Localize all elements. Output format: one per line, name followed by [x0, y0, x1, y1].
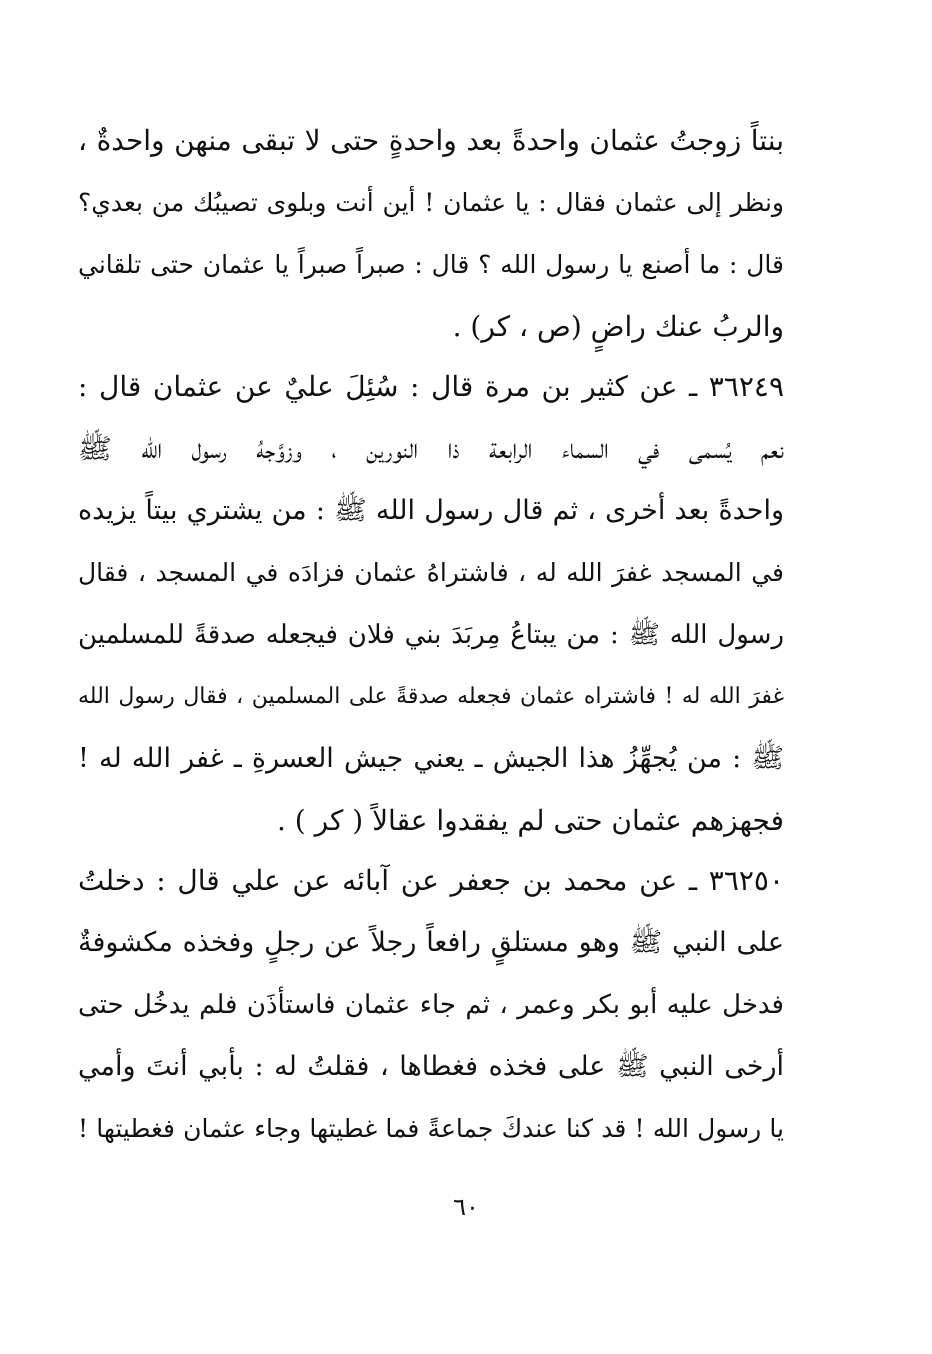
text-line: فدخل عليه أبو بكر وعمر ، ثم جاء عثمان فاستأذَن فلم يدخُل حتى	[78, 990, 784, 1020]
text-line: فجهزهم عثمان حتى لم يفقدوا عقالاً ( كر ) .	[276, 804, 784, 837]
text-line: والربُ عنك راضٍ (ص ، كر) .	[452, 310, 784, 343]
text-line: بنتاً زوجتُ عثمان واحدةً بعد واحدةٍ حتى لا تبقى منهن واحدةٌ ،	[78, 124, 784, 157]
text-line: ونظر إلى عثمان فقال : يا عثمان ! أين أنت وبلوى تصيبُك من بعدي؟	[78, 188, 784, 217]
hadith-36250	[78, 850, 784, 1160]
text-line: في المسجد غفرَ الله له ، فاشتراهُ عثمان فزادَه في المسجد ، فقال	[78, 558, 784, 587]
text-line: ٣٦٢٥٠ ـ عن محمد بن جعفر عن آبائه عن علي قال : دخلتُ	[78, 864, 784, 897]
text-line: أرخى النبي ﷺ على فخذه فغطاها ، فقلتُ له : بأبي أنتَ وأمي	[78, 1051, 784, 1082]
text-line: يا رسول الله ! قد كنا عندكَ جماعةً فما غطيتها وجاء عثمان فغطيتها !	[78, 1114, 784, 1143]
text-line: غفرَ الله له ! فاشتراه عثمان فجعله صدقةً على المسلمين ، فقال رسول الله	[78, 684, 784, 709]
text-line: قال : ما أصنع يا رسول الله ؟ قال : صبراً صبراً يا عثمان حتى تلقاني	[78, 250, 784, 279]
text-line: على النبي ﷺ وهو مستلقٍ رافعاً رجلاً عن رجلٍ وفخذه مكشوفةٌ	[78, 927, 784, 958]
paragraph-continuation	[78, 110, 784, 358]
hadith-36249	[78, 356, 784, 852]
text-line: واحدةً بعد أخرى ، ثم قال رسول الله ﷺ : من يشتري بيتاً يزيده	[78, 495, 784, 526]
text-line: رسول الله ﷺ : من يبتاعُ مِربَدَ بني فلان فيجعله صدقةً للمسلمين	[78, 620, 784, 650]
text-line: ﷺ : من يُجهِّزُ هذا الجيش ـ يعني جيش العسرةِ ـ غفر الله له !	[78, 743, 784, 774]
text-line: ٣٦٢٤٩ ـ عن كثير بن مرة قال : سُئِلَ عليٌ عن عثمان قال :	[78, 370, 784, 403]
page-number: ٦٠	[453, 1193, 479, 1221]
text-line: نعم يُسمى في السماء الرابعة ذا النورين ، وزوَّجهُ رسول الله ﷺ	[78, 432, 784, 465]
